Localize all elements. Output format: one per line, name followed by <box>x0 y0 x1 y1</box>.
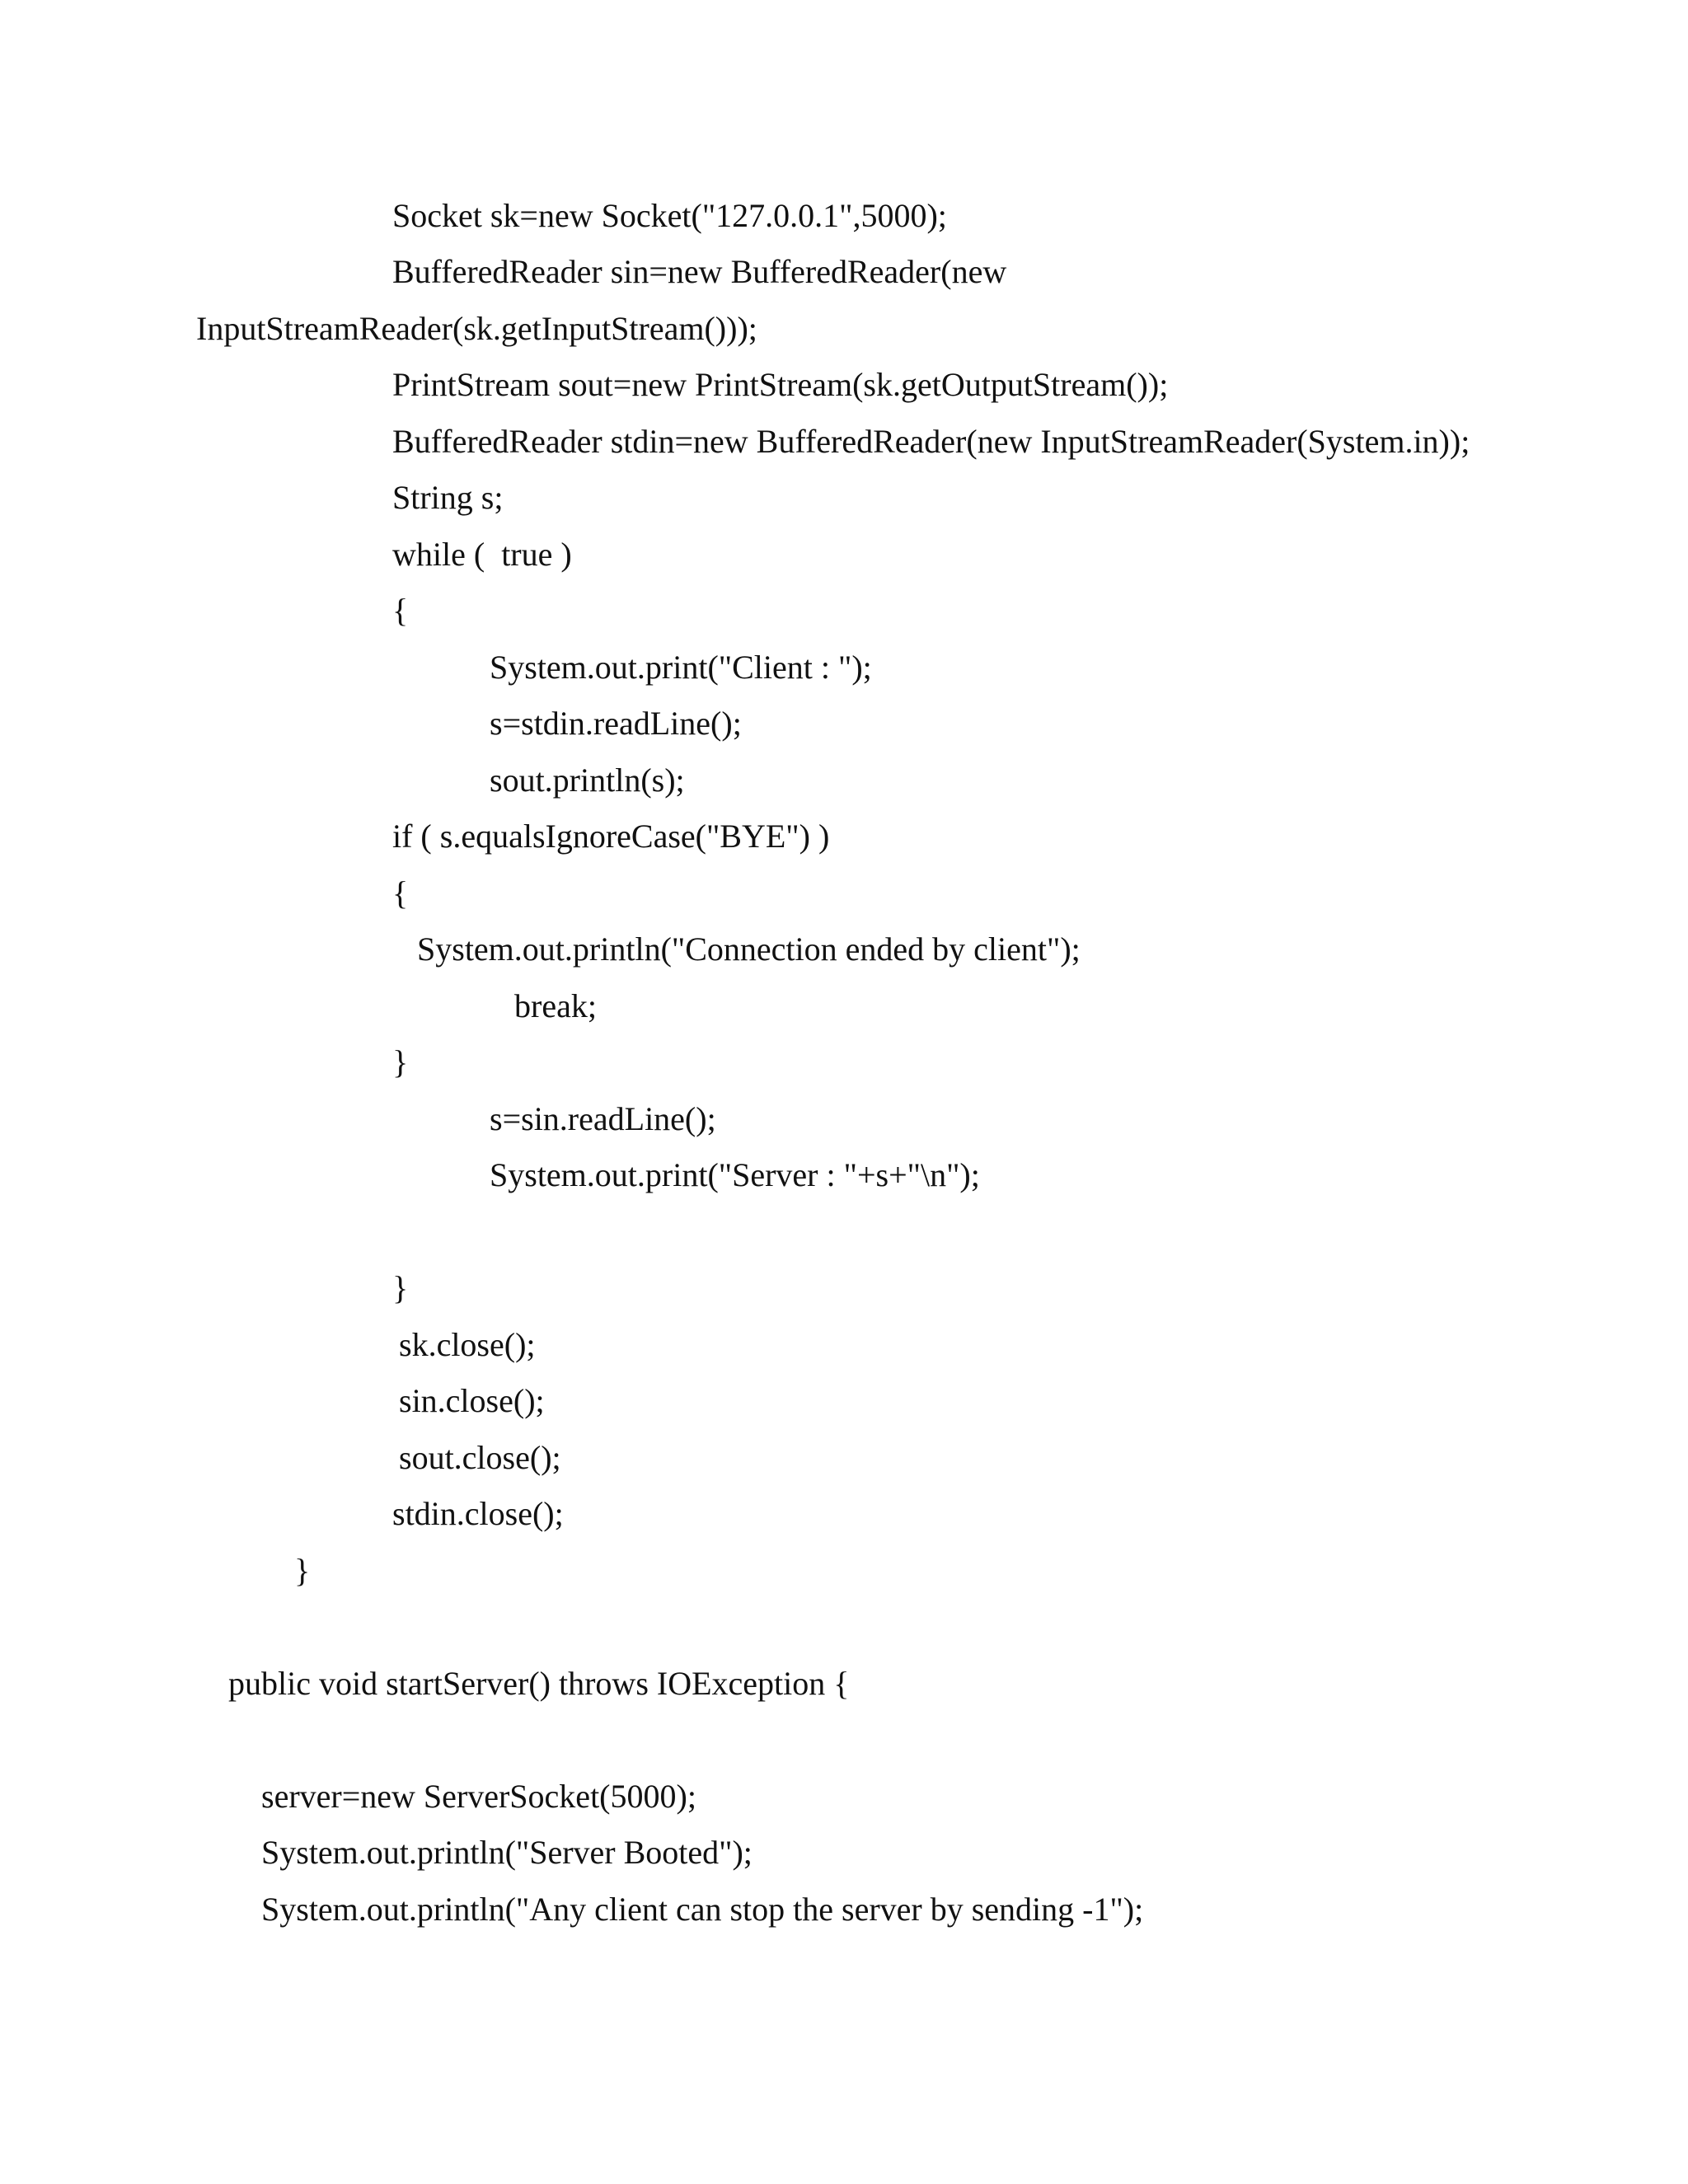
code-line-server-socket: server=new ServerSocket(5000); <box>261 1778 696 1815</box>
code-line-if-bye: if ( s.equalsIgnoreCase("BYE") ) <box>392 818 830 855</box>
code-line-socket: Socket sk=new Socket("127.0.0.1",5000); <box>392 197 947 234</box>
code-line-start-server-signature: public void startServer() throws IOException { <box>228 1665 850 1702</box>
code-line-sin-close: sin.close(); <box>399 1382 545 1419</box>
code-line-buffered-reader-stdin: BufferedReader stdin=new BufferedReader(new InputStreamReader(System.in)); <box>392 423 1470 460</box>
code-line-sk-close: sk.close(); <box>399 1326 536 1363</box>
code-line-input-stream-reader: InputStreamReader(sk.getInputStream())); <box>196 310 757 347</box>
code-line-string-s: String s; <box>392 479 504 516</box>
code-line-connection-ended: System.out.println("Connection ended by client"); <box>417 930 1081 968</box>
code-line-close-brace-method: } <box>294 1552 311 1589</box>
code-line-stdin-close: stdin.close(); <box>392 1495 564 1532</box>
code-line-print-client: System.out.print("Client : "); <box>490 649 872 686</box>
code-line-while-true: while ( true ) <box>392 536 572 573</box>
code-line-buffered-reader-sin: BufferedReader sin=new BufferedReader(new <box>392 253 1007 290</box>
code-line-sout-close: sout.close(); <box>399 1439 561 1476</box>
code-line-stdin-readline: s=stdin.readLine(); <box>490 705 742 742</box>
code-line-open-brace-while: { <box>392 592 409 629</box>
code-line-sin-readline: s=sin.readLine(); <box>490 1100 716 1137</box>
code-line-close-brace-while: } <box>392 1269 409 1306</box>
code-line-print-stream: PrintStream sout=new PrintStream(sk.getOutputStream()); <box>392 366 1169 403</box>
code-line-close-brace-if: } <box>392 1043 409 1080</box>
code-line-server-booted: System.out.println("Server Booted"); <box>261 1834 753 1871</box>
code-line-open-brace-if: { <box>392 874 409 912</box>
code-line-stop-server-message: System.out.println("Any client can stop the server by sending -1"); <box>261 1891 1144 1928</box>
code-line-sout-println: sout.println(s); <box>490 762 685 799</box>
code-line-print-server: System.out.print("Server : "+s+"\n"); <box>490 1156 980 1193</box>
code-line-break: break; <box>514 987 597 1024</box>
